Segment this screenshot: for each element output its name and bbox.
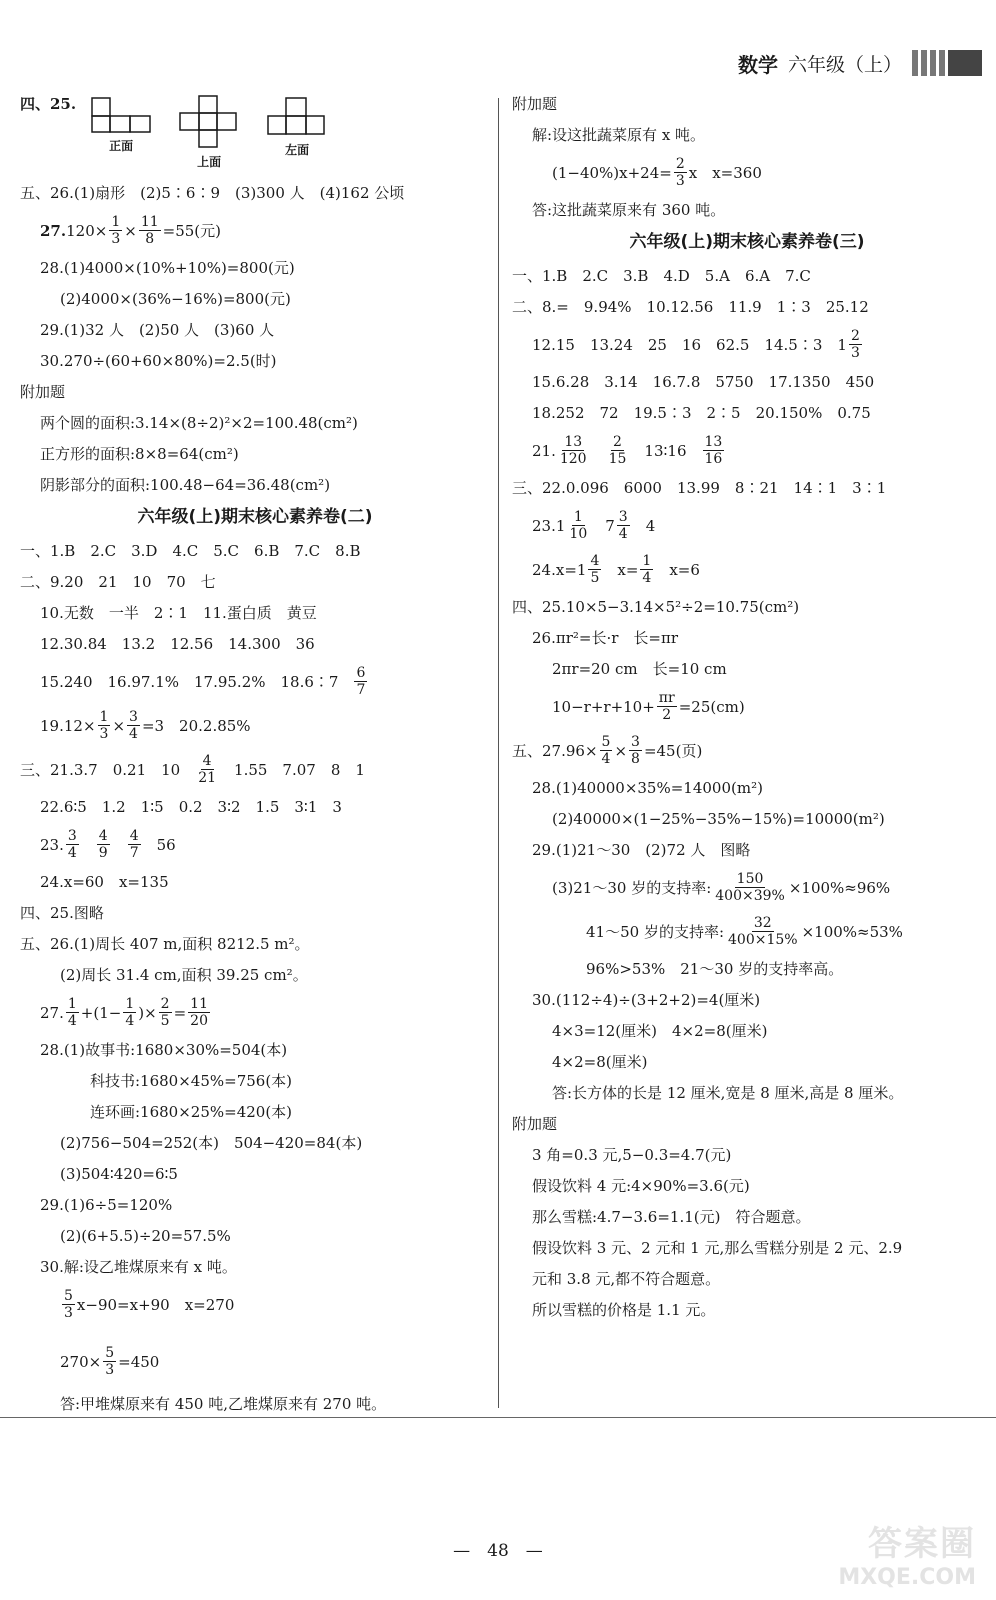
extra-title: 附加题 — [20, 383, 66, 401]
s2-line: 四、25.图略 — [20, 904, 104, 922]
q26: 五、26.(1)扇形 (2)5∶6∶9 (3)300 人 (4)162 公顷 — [20, 184, 405, 202]
page-header — [738, 46, 982, 80]
fraction: $\frac{1}{3}$ — [111, 214, 121, 247]
s3-line-24: 24.x=1 4 5 x= $\frac{1}{4}$ x=6 — [532, 553, 700, 586]
s3-line: 4×2=8(厘米) — [552, 1053, 648, 1071]
s3-line-21: 21. 13 120 2 15 13∶16 13 16 — [532, 434, 723, 467]
s3-line: 三、22.0.096 6000 13.99 8∶21 14∶1 3∶1 — [512, 479, 887, 497]
fraction: 6 7 — [356, 665, 366, 698]
s2-line: 28.(1)故事书:1680×30%=504(本) — [40, 1041, 288, 1059]
s3-line: 18.252 72 19.5∶3 2∶5 20.150% 0.75 — [532, 404, 871, 422]
s2-line-27: 27. 1 4 +(1− $\frac{1}{4}$ )× $\frac{2}{5}$ = $\frac{11}{20}$ — [40, 996, 208, 1029]
right-column — [512, 94, 982, 1331]
s3-line: 26.πr²=长·r 长=πr — [532, 629, 679, 647]
header-grade: 六年级（上） — [787, 53, 902, 76]
s2-line: 二、9.20 21 10 70 七 — [20, 573, 216, 591]
s2-line: 12.30.84 13.2 12.56 14.300 36 — [40, 635, 315, 653]
s2-line: 10.无数 一半 2∶1 11.蛋白质 黄豆 — [40, 604, 317, 622]
watermark-url: MXQE.COM — [838, 1565, 976, 1590]
s2-line-15: 15.240 16.97.1% 17.95.2% 18.6∶7 6 7 — [40, 665, 366, 698]
fraction: $\frac{11}{8}$ — [140, 214, 159, 247]
fraction: $\frac{5}{4}$ — [601, 734, 611, 767]
s3-line: 30.(112÷4)÷(3+2+2)=4(厘米) — [532, 991, 761, 1009]
page-number: — 48 — — [453, 1541, 543, 1561]
q28b: (2)4000×(36%−16%)=800(元) — [60, 290, 291, 308]
s3-line-29c: 41～50 岁的支持率: $\frac{32}{400\times 15\%}$ ×100%≈53% — [586, 915, 903, 948]
top-view-figure — [178, 94, 240, 150]
extra-line: 假设饮料 3 元、2 元和 1 元,那么雪糕分别是 2 元、2.9 — [532, 1239, 903, 1257]
extra-line: 答:这批蔬菜原来有 360 吨。 — [532, 201, 726, 219]
extra-line: 假设饮料 4 元:4×90%=3.6(元) — [532, 1177, 750, 1195]
q25-views: 四、25. 正面 上面 左面 — [20, 94, 490, 172]
fraction: 2 15 — [608, 434, 627, 467]
s3-line-12: 12.15 13.24 25 16 62.5 14.5∶3 1 2 3 — [532, 328, 860, 361]
s3-line: 96%>53% 21～30 岁的支持率高。 — [586, 960, 844, 978]
fraction: $\frac{150}{400\times 39\%}$ — [715, 871, 785, 904]
extra-title: 附加题 — [512, 95, 558, 113]
fraction: 1 4 — [67, 996, 77, 1029]
s2-line: (2)756−504=252(本) 504−420=84(本) — [60, 1134, 363, 1152]
s2-line: 30.解:设乙堆煤原来有 x 吨。 — [40, 1258, 237, 1276]
fraction: 13 16 — [704, 434, 723, 467]
column-divider — [498, 98, 499, 1408]
fraction: $\frac{11}{20}$ — [190, 996, 208, 1029]
fraction: $\frac{5}{3}$ — [105, 1345, 115, 1378]
s3-line-27: 五、27.96× $\frac{5}{4}$ × $\frac{3}{8}$ =45(页) — [512, 734, 703, 767]
s2-line-21: 三、21.3.7 0.21 10 4 21 1.55 7.07 8 1 — [20, 753, 365, 786]
fraction: $\frac{1}{4}$ — [642, 553, 652, 586]
fraction: $\frac{1}{4}$ — [125, 996, 135, 1029]
s3-line: 28.(1)40000×35%=14000(m²) — [532, 779, 763, 797]
fraction: $\frac{3}{4}$ — [129, 709, 138, 742]
header-decoration — [912, 50, 982, 76]
s2-line-23: 23. 3 4 4 9 4 7 56 — [40, 828, 176, 861]
s2-line-19: 19.12× $\frac{1}{3}$ × $\frac{3}{4}$ =3 20.2.85% — [40, 709, 251, 742]
top-view: 上面 — [178, 94, 240, 172]
fraction: 3 4 — [67, 828, 77, 861]
s2-line: 22.6∶5 1.2 1∶5 0.2 3∶2 1.5 3∶1 3 — [40, 798, 342, 816]
s3-line: 29.(1)21～30 (2)72 人 图略 — [532, 841, 751, 859]
fraction: $\frac{32}{400\times 15\%}$ — [728, 915, 798, 948]
fraction: 4 5 — [590, 553, 600, 586]
extra-line: 所以雪糕的价格是 1.1 元。 — [532, 1301, 716, 1319]
watermark-logo: 答案圈 — [868, 1524, 976, 1564]
extra-line: 正方形的面积:8×8=64(cm²) — [40, 445, 239, 463]
s3-line-26c: 10−r+r+10+ $\frac{\pi r}{2}$ =25(cm) — [552, 690, 745, 723]
fraction: 2 3 — [850, 328, 860, 361]
section-title-3: 六年级(上)期末核心素养卷(三) — [629, 232, 865, 252]
s3-line: 一、1.B 2.C 3.B 4.D 5.A 6.A 7.C — [512, 267, 811, 285]
s2-line: 24.x=60 x=135 — [40, 873, 169, 891]
extra-line: 两个圆的面积:3.14×(8÷2)²×2=100.48(cm²) — [40, 414, 358, 432]
s3-line: 二、8.= 9.94% 10.12.56 11.9 1∶3 25.12 — [512, 298, 869, 316]
fraction: 13 120 — [559, 434, 587, 467]
s3-line: 四、25.10×5−3.14×5²÷2=10.75(cm²) — [512, 598, 800, 616]
s2-line: 一、1.B 2.C 3.D 4.C 5.C 6.B 7.C 8.B — [20, 542, 361, 560]
fraction: $\frac{2}{3}$ — [675, 156, 685, 189]
extra-line: 那么雪糕:4.7−3.6=1.1(元) 符合题意。 — [532, 1208, 811, 1226]
extra-line: 解:设这批蔬菜原有 x 吨。 — [532, 126, 706, 144]
q28a: 28.(1)4000×(10%+10%)=800(元) — [40, 259, 295, 277]
s3-line: 2πr=20 cm 长=10 cm — [552, 660, 727, 678]
s2-line: 连环画:1680×25%=420(本) — [90, 1103, 293, 1121]
s3-line: 4×3=12(厘米) 4×2=8(厘米) — [552, 1022, 768, 1040]
left-view-figure — [266, 94, 328, 138]
front-view-figure — [90, 94, 152, 134]
q27: 27. 120× $\frac{1}{3}$ × $\frac{11}{8}$ =55(元) — [40, 214, 222, 247]
watermark — [838, 1516, 976, 1590]
s3-line: 答:长方体的长是 12 厘米,宽是 8 厘米,高是 8 厘米。 — [552, 1084, 904, 1102]
s2-line: 五、26.(1)周长 407 m,面积 8212.5 m²。 — [20, 935, 310, 953]
fraction: $\frac{3}{8}$ — [631, 734, 640, 767]
fraction: 4 21 — [198, 753, 217, 786]
fraction: 5 3 — [64, 1288, 73, 1321]
left-column — [20, 94, 490, 1425]
s3-line: (2)40000×(1−25%−35%−15%)=10000(m²) — [552, 810, 885, 828]
s2-line: (3)504∶420=6∶5 — [60, 1165, 178, 1183]
fraction: 4 7 — [129, 828, 139, 861]
three-views — [90, 94, 328, 172]
extra-line: 元和 3.8 元,都不符合题意。 — [532, 1270, 721, 1288]
s2-line-30b: 5 3 x−90=x+90 x=270 — [64, 1288, 235, 1321]
front-view: 正面 — [90, 94, 152, 156]
fraction: $\frac{\pi r}{2}$ — [658, 690, 675, 723]
s2-line: (2)周长 31.4 cm,面积 39.25 cm²。 — [60, 966, 308, 984]
header-subject: 数学 — [737, 52, 778, 77]
s2-line: 科技书:1680×45%=756(本) — [90, 1072, 293, 1090]
fraction: 3 4 — [618, 509, 628, 542]
extra-title-2: 附加题 — [512, 1115, 558, 1133]
fraction: $\frac{1}{3}$ — [99, 709, 109, 742]
fraction: 4 9 — [98, 828, 108, 861]
extra-line-eq: (1−40%)x+24= $\frac{2}{3}$ x x=360 — [552, 156, 762, 189]
q30: 30.270÷(60+60×80%)=2.5(时) — [40, 352, 277, 370]
s2-line-30c: 270× $\frac{5}{3}$ =450 — [60, 1345, 160, 1378]
extra-line: 阴影部分的面积:100.48−64=36.48(cm²) — [40, 476, 331, 494]
fraction: $\frac{2}{5}$ — [160, 996, 170, 1029]
s2-line: (2)(6+5.5)÷20=57.5% — [60, 1227, 231, 1245]
s3-line: 15.6.28 3.14 16.7.8 5750 17.1350 450 — [532, 373, 875, 391]
s2-line: 答:甲堆煤原来有 450 吨,乙堆煤原来有 270 吨。 — [60, 1395, 387, 1413]
left-view: 左面 — [266, 94, 328, 160]
s3-line-23: 23. 1 1 10 7 3 4 4 — [532, 509, 656, 542]
s3-line-29b: (3)21～30 岁的支持率: $\frac{150}{400\times 39\%}$ ×100%≈96% — [552, 871, 891, 904]
section-title-2: 六年级(上)期末核心素养卷(二) — [137, 507, 373, 527]
extra-line: 3 角=0.3 元,5−0.3=4.7(元) — [532, 1146, 732, 1164]
fraction: 1 10 — [569, 509, 588, 542]
s2-line: 29.(1)6÷5=120% — [40, 1196, 173, 1214]
q29: 29.(1)32 人 (2)50 人 (3)60 人 — [40, 321, 275, 339]
